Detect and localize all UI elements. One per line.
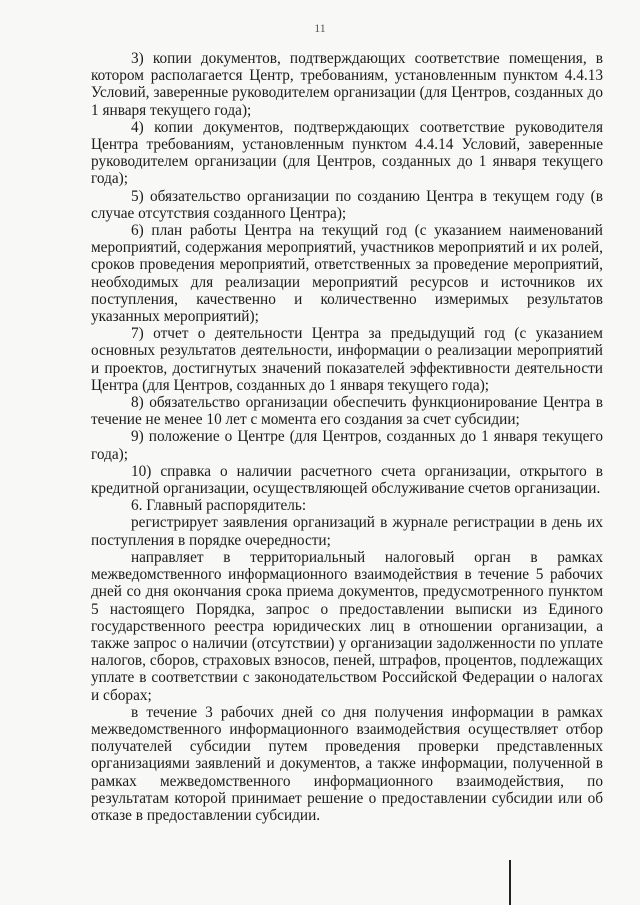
section-heading-6: 6. Главный распорядитель: [131,497,307,515]
paragraph-item-9: 9) положение о Центре (для Центров, созданных до 1 января текущего года); [91,428,603,463]
paragraph-selection: в течение 3 рабочих дней со дня получения информации в рамках межведомственного информационного взаимодействия осуществляет отбор получателей субсидии путем проведения проверки представленных организациями заявлений и документов, а также информации, полученной в рамках межведомственного информационного взаимодействия, по результатам которой принимает решение о предоставлении субсидии или об отказе в предоставлении субсидии. [91,703,603,824]
paragraph-item-3: 3) копии документов, подтверждающих соответствие помещения, в котором располагается Центр, требованиям, установленным пунктом 4.4.13 Условий, заверенные руководителем организации (для Центров, созданных до 1 января текущего года); [91,50,603,119]
margin-mark [509,860,511,905]
document-body [91,50,603,824]
paragraph-sends-request: направляет в территориальный налоговый орган в рамках межведомственного информационного взаимодействия в течение 5 рабочих дней со дня окончания срока приема документов, предусмотренного пунктом 5 настоящего Порядка, запрос о предоставлении выписки из Единого государственного реестра юридических лиц в отношении организации, а также запрос о наличии (отсутствии) у организации задолженности по уплате налогов, сборов, страховых взносов, пеней, штрафов, процентов, подлежащих уплате в соответствии с законодательством Российской Федерации о налогах и сборах; [91,548,603,704]
paragraph-item-4: 4) копии документов, подтверждающих соответствие руководителя Центра требованиям, установленным пунктом 4.4.14 Условий, заверенные руководителем организации (для Центров, созданных до 1 января текущего года); [91,118,603,188]
paragraph-item-10: 10) справка о наличии расчетного счета организации, открытого в кредитной организации, осуществляющей обслуживание счетов организации. [91,462,603,498]
paragraph-item-7: 7) отчет о деятельности Центра за предыдущий год (с указанием основных результатов деятельности, информации о реализации мероприятий и проектов, достигнутых значений показателей эффективности деятельности Центра (для Центров, созданных до 1 января текущего года); [91,325,603,394]
paragraph-item-8: 8) обязательство организации обеспечить функционирование Центра в течение не менее 10 лет с момента его создания за счет субсидии; [91,394,603,429]
paragraph-item-5: 5) обязательство организации по созданию Центра в текущем году (в случае отсутствия созданного Центра); [91,187,603,222]
paragraph-registers: регистрирует заявления организаций в журнале регистрации в день их поступления в порядке очередности; [91,514,603,549]
page-number: 11 [314,21,326,35]
paragraph-item-6: 6) план работы Центра на текущий год (с указанием наименований мероприятий, содержания мероприятий, участников мероприятий и их ролей, сроков проведения мероприятий, ответственных за проведение мероприятий, необходимых для реализации мероприятий ресурсов и источников их поступления, качественно и количественно измеримых результатов указанных мероприятий); [91,222,603,326]
